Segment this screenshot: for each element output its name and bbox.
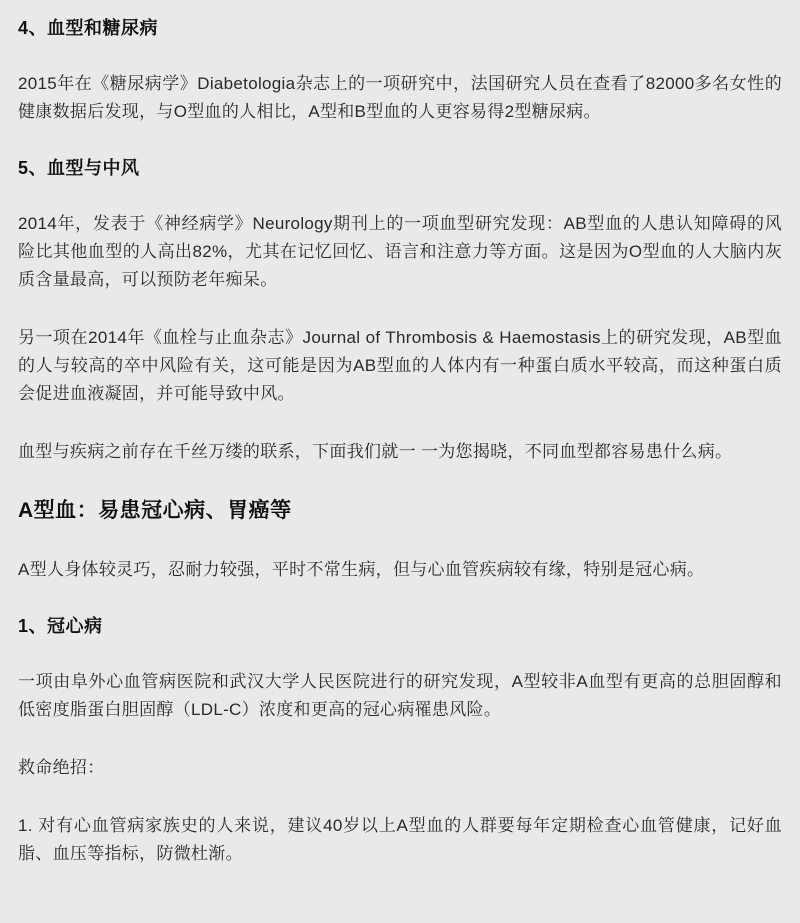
paragraph-neurology-study: 2014年，发表于《神经病学》Neurology期刊上的一项血型研究发现：AB型血的人患认知障碍的风险比其他血型的人高出82%，尤其在记忆回忆、语言和注意力等方面。这是因为O型血的人大脑内灰质含量最高，可以预防老年痴呆。 xyxy=(18,214,782,289)
section-heading-blood-type-diabetes: 4、血型和糖尿病 xyxy=(18,18,159,38)
paragraph-coronary-study: 一项由阜外心血管病医院和武汉大学人民医院进行的研究发现，A型较非A血型有更高的总胆固醇和低密度脂蛋白胆固醇（LDL-C）浓度和更高的冠心病罹患风险。 xyxy=(18,672,782,719)
paragraph-type-a-intro: A型人身体较灵巧，忍耐力较强，平时不常生病，但与心血管疾病较有缘，特别是冠心病。 xyxy=(18,560,705,579)
section-heading-type-a-blood: A型血：易患冠心病、胃癌等 xyxy=(18,499,292,522)
paragraph-transition: 血型与疾病之前存在千丝万缕的联系，下面我们就一 一为您揭晓，不同血型都容易患什么病。 xyxy=(18,442,733,461)
section-heading-blood-type-stroke: 5、血型与中风 xyxy=(18,158,140,178)
section-heading-coronary-disease: 1、冠心病 xyxy=(18,616,103,636)
paragraph-tip-1: 1. 对有心血管病家族史的人来说，建议40岁以上A型血的人群要每年定期检查心血管健康，记好血脂、血压等指标，防微杜渐。 xyxy=(18,816,782,863)
paragraph-lifesaving-tips-label: 救命绝招： xyxy=(18,758,105,777)
paragraph-diabetes-study: 2015年在《糖尿病学》Diabetologia杂志上的一项研究中，法国研究人员在查看了82000多名女性的健康数据后发现，与O型血的人相比，A型和B型血的人更容易得2型糖尿病。 xyxy=(18,74,782,121)
paragraph-thrombosis-study: 另一项在2014年《血栓与止血杂志》Journal of Thrombosis & Haemostasis上的研究发现，AB型血的人与较高的卒中风险有关，这可能是因为AB型血的人体内有一种蛋白质水平较高，而这种蛋白质会促进血液凝固，并可能导致中风。 xyxy=(18,328,782,403)
